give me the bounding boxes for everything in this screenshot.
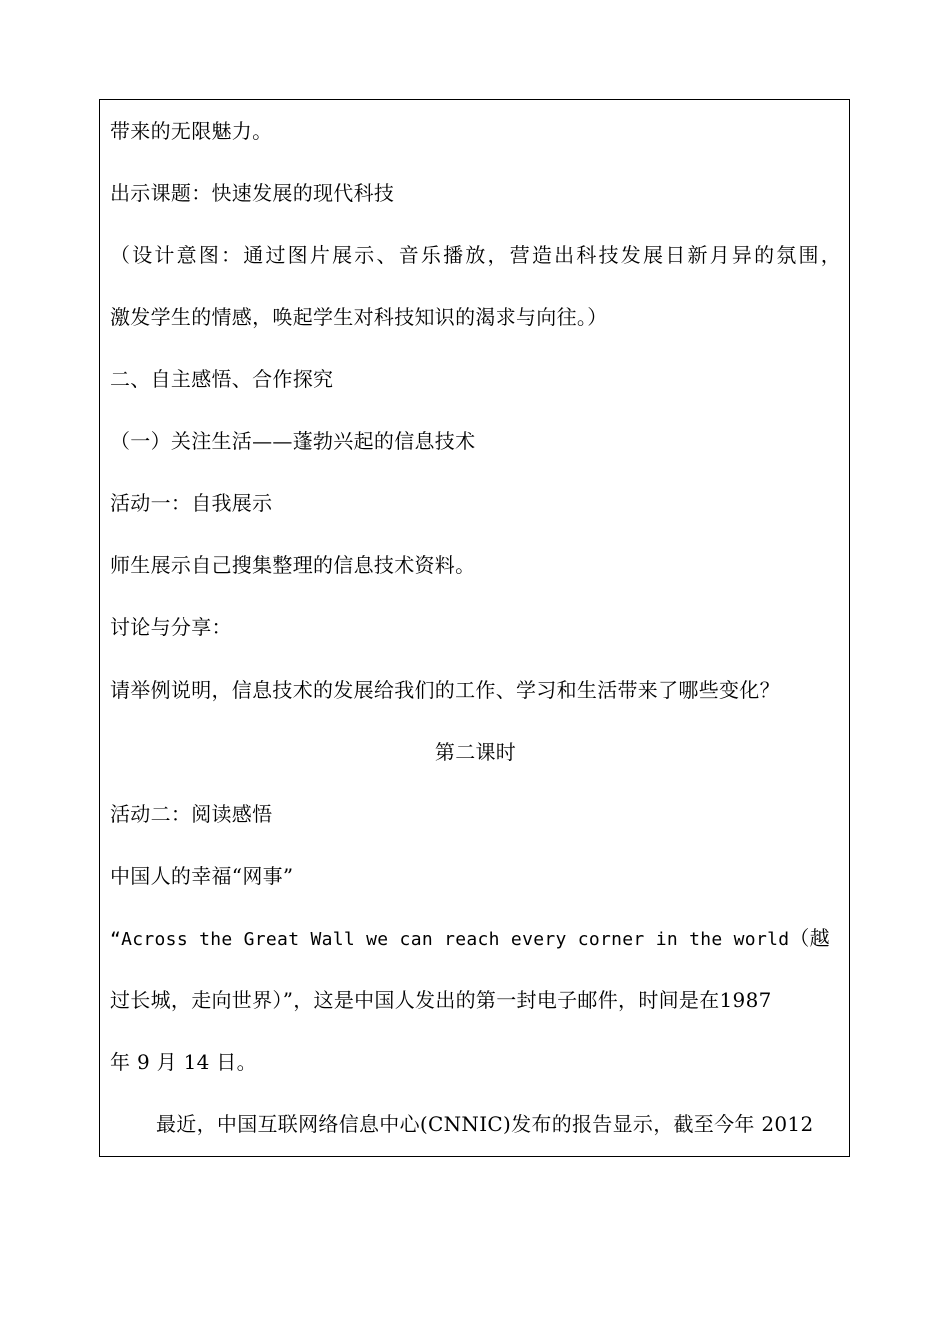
discussion-heading: 讨论与分享： xyxy=(110,615,232,639)
activity-heading: 活动二：阅读感悟 xyxy=(110,802,273,826)
text-line: 带来的无限魅力。 xyxy=(110,119,273,143)
activity-heading: 活动一：自我展示 xyxy=(110,491,273,515)
document-table-cell xyxy=(99,99,850,1157)
paragraph-line: 最近，中国互联网络信息中心(CNNIC)发布的报告显示，截至今年 2012 xyxy=(156,1112,814,1136)
quote-chinese: （越 xyxy=(789,926,830,950)
quote-line: 过长城，走向世界）”，这是中国人发出的第一封电子邮件，时间是在1987 xyxy=(110,988,772,1012)
lesson-topic: 出示课题：快速发展的现代科技 xyxy=(110,181,395,205)
lesson-period-title: 第二课时 xyxy=(434,740,517,764)
question-line: 请举例说明，信息技术的发展给我们的工作、学习和生活带来了哪些变化？ xyxy=(110,678,780,702)
reading-title: 中国人的幸福“网事” xyxy=(110,864,294,888)
design-intent-line: （设计意图：通过图片展示、音乐播放，营造出科技发展日新月异的氛围， xyxy=(110,243,841,267)
subsection-heading: （一）关注生活——蓬勃兴起的信息技术 xyxy=(110,429,476,453)
section-heading: 二、自主感悟、合作探究 xyxy=(110,367,334,391)
quote-english: “Across the Great Wall we can reach every corner in the world xyxy=(110,929,790,950)
design-intent-line: 激发学生的情感，唤起学生对科技知识的渴求与向往。） xyxy=(110,305,608,329)
text-line: 师生展示自己搜集整理的信息技术资料。 xyxy=(110,553,476,577)
quote-line xyxy=(110,924,841,954)
quote-line: 年 9 月 14 日。 xyxy=(110,1050,257,1074)
